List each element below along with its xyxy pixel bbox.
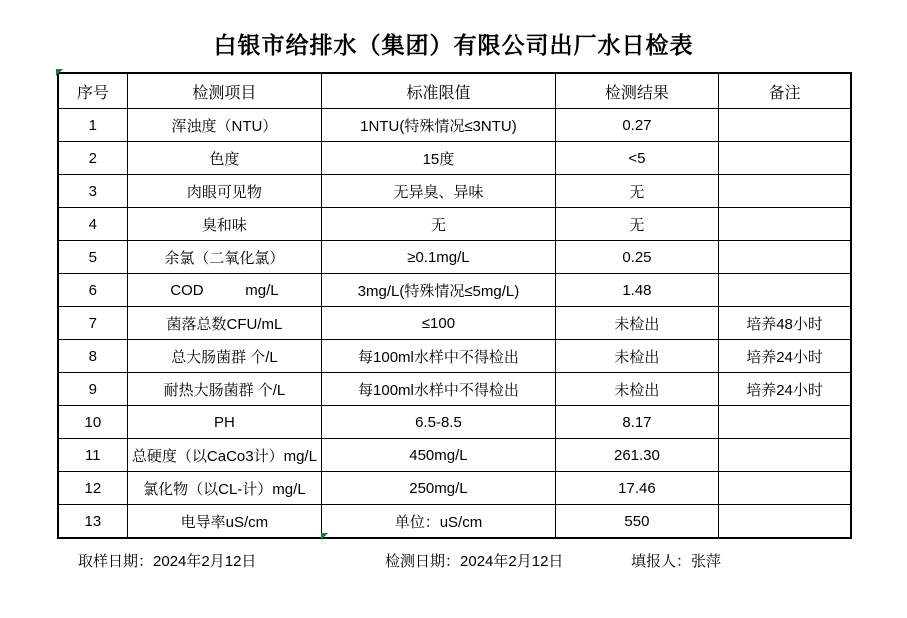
cell-remark: 培养48小时 [719, 307, 851, 340]
cell-result: 无 [555, 175, 718, 208]
table-row [58, 406, 851, 439]
table-row [58, 373, 851, 406]
cell-no: 8 [58, 340, 127, 373]
cell-remark: 培养24小时 [719, 340, 851, 373]
cell-item: 总硬度（以CaCo3计）mg/L [127, 439, 321, 472]
table-body [58, 109, 851, 539]
inspection-table [57, 72, 852, 539]
cell-remark [719, 241, 851, 274]
table-row [58, 208, 851, 241]
cell-no: 7 [58, 307, 127, 340]
test-date-label: 检测日期： [385, 553, 461, 570]
cell-remark [719, 142, 851, 175]
cell-limit: 单位：uS/cm [322, 505, 556, 539]
cell-remark [719, 505, 851, 539]
cell-item: 浑浊度（NTU） [127, 109, 321, 142]
table-row [58, 109, 851, 142]
table-row [58, 340, 851, 373]
cell-no: 5 [58, 241, 127, 274]
column-header-result: 检测结果 [555, 73, 718, 109]
cell-limit: ≥0.1mg/L [322, 241, 556, 274]
cell-result: 0.27 [555, 109, 718, 142]
cell-item: 色度 [127, 142, 321, 175]
cell-limit: 15度 [322, 142, 556, 175]
cell-item: 总大肠菌群 个/L [127, 340, 321, 373]
reporter-label: 填报人： [631, 553, 692, 570]
table-row [58, 142, 851, 175]
sampling-date-label: 取样日期： [78, 553, 154, 570]
footer [57, 546, 852, 572]
cell-limit: 250mg/L [322, 472, 556, 505]
cell-result: 17.46 [555, 472, 718, 505]
cell-remark: 培养24小时 [719, 373, 851, 406]
cell-result: 未检出 [555, 307, 718, 340]
excel-error-marker-top-left-icon [56, 69, 63, 76]
cell-no: 4 [58, 208, 127, 241]
cell-limit: 450mg/L [322, 439, 556, 472]
sampling-date [78, 550, 256, 571]
sampling-date-value: 2024年2月12日 [153, 553, 257, 570]
cell-limit: ≤100 [322, 307, 556, 340]
cell-result: <5 [555, 142, 718, 175]
cell-remark [719, 472, 851, 505]
cell-no: 1 [58, 109, 127, 142]
cell-item: 菌落总数CFU/mL [127, 307, 321, 340]
table-row [58, 439, 851, 472]
cell-result: 未检出 [555, 340, 718, 373]
reporter [631, 550, 721, 571]
cell-result: 1.48 [555, 274, 718, 307]
cell-item: 臭和味 [127, 208, 321, 241]
cell-no: 2 [58, 142, 127, 175]
cell-remark [719, 406, 851, 439]
reporter-value: 张萍 [691, 553, 722, 570]
cell-item: 余氯（二氧化氯） [127, 241, 321, 274]
cell-remark [719, 109, 851, 142]
cell-remark [719, 175, 851, 208]
cell-result: 550 [555, 505, 718, 539]
table-row [58, 274, 851, 307]
cell-no: 11 [58, 439, 127, 472]
table-row [58, 241, 851, 274]
cell-item: 电导率uS/cm [127, 505, 321, 539]
cell-no: 3 [58, 175, 127, 208]
column-header-limit: 标准限值 [322, 73, 556, 109]
table-row [58, 175, 851, 208]
cell-result: 261.30 [555, 439, 718, 472]
cell-no: 9 [58, 373, 127, 406]
page-title: 白银市给排水（集团）有限公司出厂水日检表 [213, 32, 694, 58]
cell-no: 12 [58, 472, 127, 505]
table-row [58, 505, 851, 539]
cell-item: 肉眼可见物 [127, 175, 321, 208]
cell-no: 6 [58, 274, 127, 307]
column-header-no: 序号 [58, 73, 127, 109]
cell-item: COD mg/L [127, 274, 321, 307]
cell-result: 无 [555, 208, 718, 241]
cell-limit: 6.5-8.5 [322, 406, 556, 439]
cell-item: 氯化物（以CL-计）mg/L [127, 472, 321, 505]
column-header-remark: 备注 [719, 73, 851, 109]
table-row [58, 472, 851, 505]
cell-no: 10 [58, 406, 127, 439]
excel-error-marker-bottom-icon [321, 533, 328, 540]
cell-limit: 无异臭、异味 [322, 175, 556, 208]
cell-limit: 1NTU(特殊情况≤3NTU) [322, 109, 556, 142]
test-date [385, 550, 563, 571]
test-date-value: 2024年2月12日 [460, 553, 564, 570]
cell-item: PH [127, 406, 321, 439]
cell-result: 未检出 [555, 373, 718, 406]
cell-remark [719, 208, 851, 241]
cell-no: 13 [58, 505, 127, 539]
cell-result: 8.17 [555, 406, 718, 439]
table-header-row [58, 73, 851, 109]
cell-limit: 每100ml水样中不得检出 [322, 340, 556, 373]
cell-remark [719, 274, 851, 307]
cell-remark [719, 439, 851, 472]
cell-limit: 每100ml水样中不得检出 [322, 373, 556, 406]
table-row [58, 307, 851, 340]
column-header-item: 检测项目 [127, 73, 321, 109]
cell-limit: 无 [322, 208, 556, 241]
cell-result: 0.25 [555, 241, 718, 274]
cell-item: 耐热大肠菌群 个/L [127, 373, 321, 406]
cell-limit: 3mg/L(特殊情况≤5mg/L) [322, 274, 556, 307]
